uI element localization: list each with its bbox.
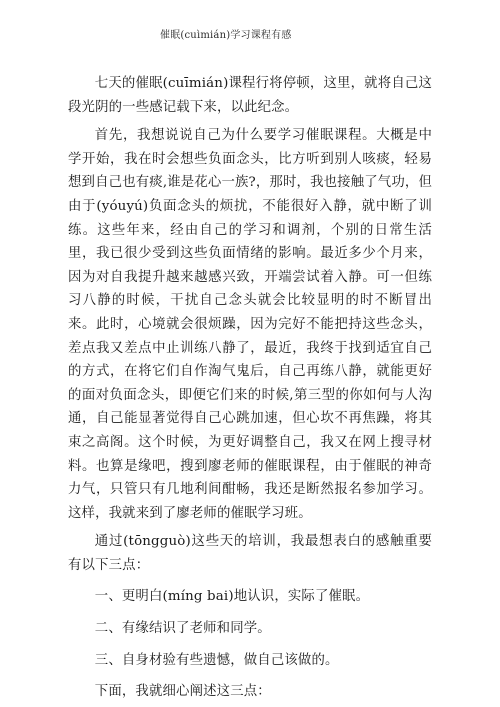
intro-paragraph: 七天的催眠(cuīmián)课程行将停顿，这里，就将自己这段光阴的一些感记载下来，以此纪念。 xyxy=(68,76,432,115)
motivation-paragraph: 首先，我想说说自己为什么要学习催眠课程。大概是中学开始，我在时会想些负面念头，比方听到别人咳痰，轻易想到自己也有痰,谁是花心一族?，那时，我也接触了气功，但由于(yóuyú)负面念头的烦扰，不能很好入静，就中断了训练。这些年来，经由自己的学习和调剂，个别的日常生活里，我已很少受到这些负面情绪的影响。最近多少个月来，因为对自我提升越来越感兴致，开端尝试着入静。可一但练习八静的时候，干扰自己念头就会比较显明的时不断冒出来。此时，心境就会很烦躁，因为完好不能把持这些念头，差点我又差点中止训练八静了，最近，我终于找到适宜自己的方式，在将它们自作淘气鬼后，自己再练八静，就能更好的面对负面念头，即便它们来的时候,第三型的你如何与人沟通，自己能显著觉得自己心跳加速，但心坎不再焦躁，将其束之高阁。这个时候，为更好调整自己，我又在网上搜寻材料。也算是缘吧，搜到廖老师的催眠课程，由于催眠的神奇力气，只管只有几地利间酣畅，我还是断然报名参加学习。这样，我就来到了廖老师的催眠学习班。 xyxy=(68,128,432,521)
point-two: 二、有缘结识了老师和同学。 xyxy=(94,621,271,637)
document-body xyxy=(68,72,432,704)
point-three: 三、自身材验有些遗憾，做自己该做的。 xyxy=(94,652,339,668)
document-title: 催眠(cuìmián)学习课程有感 xyxy=(160,30,292,41)
point-one: 一、更明白(míng bai)地认识，实际了催眠。 xyxy=(94,589,370,605)
summary-paragraph: 通过(tōngguò)这些天的培训，我最想表白的感触重要有以下三点： xyxy=(68,534,432,573)
closing-paragraph: 下面，我就细心阐述这三点： xyxy=(94,684,271,700)
